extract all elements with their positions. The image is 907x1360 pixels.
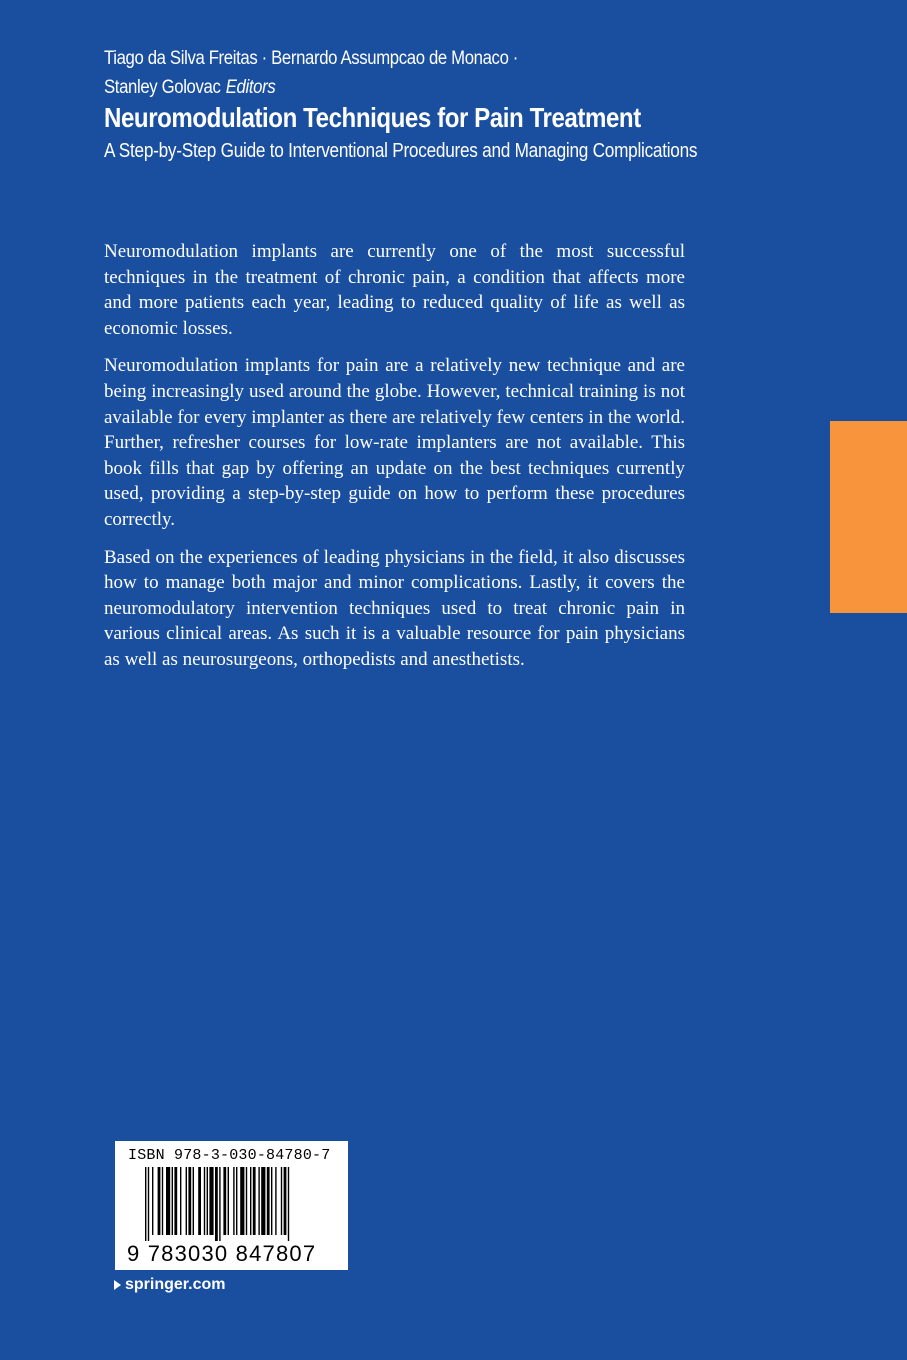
barcode-bar [288, 1167, 289, 1241]
barcode-bar [228, 1167, 229, 1235]
barcode-digits: 9 783030 847807 [127, 1241, 317, 1266]
barcode-bar [166, 1167, 170, 1235]
barcode-bar [193, 1167, 194, 1235]
barcode-bar [281, 1167, 282, 1235]
book-subtitle: A Step-by-Step Guide to Interventional Procedures and Managing Complications [104, 140, 698, 162]
barcode-icon [145, 1167, 335, 1241]
barcode-bar [148, 1167, 149, 1241]
barcode-bar [186, 1167, 187, 1235]
triangle-arrow-icon [114, 1280, 121, 1290]
description-paragraph-1: Neuromodulation implants are currently one of the most successful techniques in the treatment of chronic pain, a condition that affects more and more patients each year, leading to reduced quality of life as well as economic losses. [104, 241, 685, 339]
publisher-url: springer.com [125, 1276, 226, 1293]
barcode-bar [188, 1167, 191, 1235]
barcode-bar [207, 1167, 208, 1235]
barcode-bar [267, 1167, 270, 1235]
barcode-bar [209, 1167, 213, 1235]
isbn-label: ISBN 978-3-030-84780-7 [128, 1147, 331, 1164]
barcode-bar [236, 1167, 237, 1235]
barcode-bar [172, 1167, 173, 1235]
isbn-barcode-box [115, 1141, 348, 1270]
barcode-bar [253, 1167, 256, 1235]
description-paragraph-2: Neuromodulation implants for pain are a relatively new technique and are being increasingly used around the globe. However, technical training is not available for every implanter as there are relatively few centers in the world. Further, refresher courses for low-rate implanters are not available. This book fills that gap by offering an update on the best techniques currently used, providing a step-by-step guide on how to perform these procedures correctly. [104, 355, 685, 530]
book-description [104, 239, 685, 685]
barcode-bar [246, 1167, 247, 1235]
barcode-bar [204, 1167, 205, 1235]
barcode-bar [284, 1167, 287, 1235]
barcode-bar [233, 1167, 234, 1235]
editors-list [104, 44, 702, 102]
barcode-bar [198, 1167, 201, 1235]
editors-line-2 [104, 73, 702, 102]
barcode-bar [250, 1167, 251, 1235]
barcode-bar [275, 1167, 276, 1235]
publisher-link[interactable] [114, 1276, 225, 1294]
barcode-bar [158, 1167, 161, 1235]
barcode-bar [223, 1167, 226, 1235]
barcode-bar [261, 1167, 265, 1235]
barcode-bar [180, 1167, 181, 1235]
barcode-bar [152, 1167, 153, 1235]
barcode-bar [271, 1167, 272, 1235]
barcode-bar [145, 1167, 146, 1241]
description-paragraph-3: Based on the experiences of leading physicians in the field, it also discusses how to manage both major and minor complications. Lastly, it covers the neuromodulatory intervention techniques used to treat chronic pain in various clinical areas. As such it is a valuable resource for pain physicians as well as neurosurgeons, orthopedists and anesthetists. [104, 546, 685, 670]
cover-header [104, 44, 724, 166]
orange-spine-tab [830, 421, 907, 613]
editor-name-golovac: Stanley Golovac [104, 77, 221, 98]
editors-role-label: Editors [225, 77, 276, 98]
barcode-bar [219, 1167, 220, 1241]
barcode-bar [258, 1167, 259, 1235]
book-title: Neuromodulation Techniques for Pain Treatment [104, 102, 641, 133]
barcode-bar [174, 1167, 177, 1235]
editors-line-1: Tiago da Silva Freitas · Bernardo Assumpcao de Monaco · [104, 48, 519, 69]
barcode-bar [240, 1167, 244, 1235]
barcode-bar [162, 1167, 163, 1235]
barcode-bar [215, 1167, 218, 1241]
